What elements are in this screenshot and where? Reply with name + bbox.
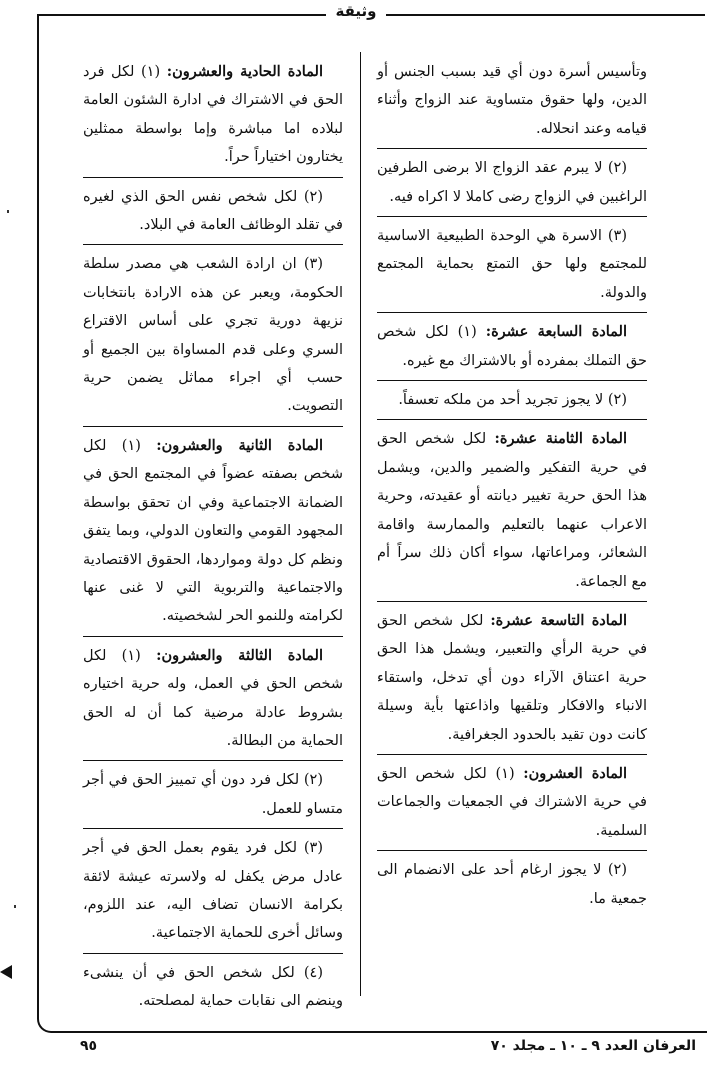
article-heading: المادة الثامنة عشرة:	[494, 430, 628, 448]
paragraph-text: (٢) لا يبرم عقد الزواج الا برضى الطرفين الراغبين في الزواج رضى كاملا لا اكراه فيه.	[377, 160, 647, 205]
paragraph-text: (١) لكل شخص الحق في العمل، وله حرية اختياره بشروط عادلة مرضية كما أن له الحق الحماية من البطالة.	[83, 647, 343, 749]
scan-speck	[14, 905, 16, 908]
paragraph	[83, 432, 343, 637]
paragraph	[83, 766, 343, 829]
right-column	[377, 58, 647, 923]
article-heading: المادة العشرون:	[523, 764, 628, 782]
paragraph	[83, 58, 343, 178]
paragraph-text: (١) لكل شخص حق التملك بمفرده أو بالاشتراك مع غيره.	[377, 324, 647, 369]
page-number: ٩٥	[80, 1038, 98, 1054]
paragraph	[377, 318, 647, 381]
paragraph	[377, 856, 647, 918]
paragraph-text: (٢) لكل شخص نفس الحق الذي لغيره في تقلد الوظائف العامة في البلاد.	[83, 188, 343, 234]
paragraph	[377, 760, 647, 851]
article-heading: المادة الحادية والعشرون:	[166, 63, 324, 80]
paragraph-text: (١) لكل فرد الحق في الاشتراك في ادارة الشئون العامة لبلاده اما مباشرة وإما بواسطة ممثلين يختارون اختياراً حراً.	[83, 64, 343, 166]
paragraph	[83, 642, 343, 762]
paragraph-text: لكل شخص الحق في حرية الرأي والتعبير، ويشمل هذا الحق حرية اعتناق الآراء دون أي تدخل، واستقاء الانباء والافكار وتلقيها واذاعتها بأية وسيلة كانت دون تقيد بالحدود الجغرافية.	[377, 612, 647, 743]
paragraph	[83, 834, 343, 954]
scan-speck	[7, 210, 9, 213]
paragraph-text: (٢) لا يجوز تجريد أحد من ملكه تعسفاً.	[398, 392, 627, 409]
paragraph-text: (٤) لكل شخص الحق في أن ينشىء وينضم الى نقابات حماية لمصلحته.	[83, 964, 343, 1010]
paragraph	[377, 425, 647, 601]
article-heading: المادة الثانية والعشرون:	[156, 436, 323, 454]
paragraph	[377, 222, 647, 313]
paragraph-text: (٣) الاسرة هي الوحدة الطبيعية الاساسية للمجتمع ولها حق التمتع بحماية المجتمع والدولة.	[377, 228, 647, 301]
paragraph-text: (١) لكل شخص الحق في حرية الاشتراك في الجمعيات والجماعات السلمية.	[377, 765, 647, 839]
article-heading: المادة السابعة عشرة:	[485, 323, 627, 341]
paragraph	[83, 959, 343, 1021]
left-column	[83, 58, 343, 1026]
paragraph-text: (٣) لكل فرد يقوم بعمل الحق في أجر عادل مرض يكفل له ولاسرته عيشة لائقة بكرامة الانسان تضاف اليه، عند اللزوم، وسائل أخرى للحماية الاجتماعية.	[83, 840, 343, 942]
article-heading: المادة الثالثة والعشرون:	[156, 646, 324, 664]
edge-marker-arrow-icon	[0, 965, 12, 979]
paragraph-text: (١) لكل شخص بصفته عضواً في المجتمع الحق في الضمانة الاجتماعية وفي ان تحقق بواسطة المجهود القومي والتعاون الدولي، وبما يتفق ونظم كل دولة ومواردها، الحقوق الاقتصادية والاجتماعية والتربوية التي لا غنى عنها لكرامته وللنمو الحر لشخصيته.	[83, 437, 343, 625]
column-divider	[360, 52, 361, 996]
paragraph-text: (٣) ان ارادة الشعب هي مصدر سلطة الحكومة، ويعبر عن هذه الارادة بانتخابات نزيهة دورية تجري على أساس الاقتراع السري وعلى قدم المساواة بين الجميع أو حسب أي اجراء مماثل يضمن حرية التصويت.	[83, 256, 343, 415]
paragraph-text: (٢) لكل فرد دون أي تمييز الحق في أجر متساو للعمل.	[83, 772, 343, 817]
section-label: وثيقة	[326, 2, 386, 20]
paragraph-text: لكل شخص الحق في حرية التفكير والضمير والدين، ويشمل هذا الحق حرية تغيير ديانته أو عقيدته، وحرية الاعراب عنهما بالتعليم والممارسة واقامة الشعائر، ومراعاتها، سواء أكان ذلك سراً أم مع الجماعة.	[377, 431, 647, 590]
article-heading: المادة التاسعة عشرة:	[490, 611, 627, 629]
paragraph	[377, 58, 647, 149]
paragraph-text: وتأسيس أسرة دون أي قيد بسبب الجنس أو الدين، ولها حقوق متساوية عند الزواج وأثناء قيامه وعند انحلاله.	[377, 64, 647, 137]
paragraph	[377, 154, 647, 217]
paragraph	[377, 607, 647, 755]
paragraph-text: (٢) لا يجوز ارغام أحد على الانضمام الى جمعية ما.	[377, 862, 647, 907]
paragraph	[377, 386, 647, 420]
paragraph	[83, 250, 343, 426]
journal-citation: العرفان العدد ٩ ـ ١٠ ـ مجلد ٧٠	[490, 1038, 696, 1054]
page-footer	[0, 1038, 712, 1062]
paragraph	[83, 183, 343, 246]
